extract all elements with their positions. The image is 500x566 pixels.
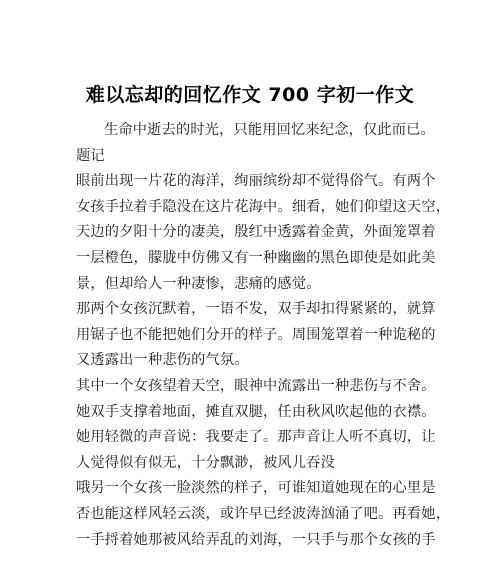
paragraph-line: 又透露出一种悲伤的气氛。 [76, 352, 249, 369]
paragraph-line: 其中一个女孩望着天空，眼神中流露出一种悲伤与不舍。 [76, 377, 436, 394]
paragraph-line: 天边的夕阳十分的凄美，殷红中透露着金黄，外面笼罩着 [76, 224, 436, 241]
paragraph-line: 用锯子也不能把她们分开的样子。周围笼罩着一种诡秘的 [76, 326, 436, 343]
paragraph-line: 人觉得似有似无，十分飘渺，被风儿吞没 [76, 454, 335, 471]
paragraph-line: 她双手支撑着地面，摊直双腿，任由秋风吹起他的衣襟。 [76, 403, 436, 420]
paragraph-line: 一层橙色，朦胧中仿佛又有一种幽幽的黑色即使是如此美 [76, 249, 436, 266]
paragraph-line: 否也能这样风轻云淡，或许早已经波涛汹涌了吧。再看她， [76, 505, 451, 522]
paragraph-line: 题记 [76, 147, 105, 164]
paragraph-line: 女孩手拉着手隐没在这片花海中。细看，她们仰望这天空， [76, 198, 451, 215]
paragraph-line: 生命中逝去的时光，只能用回忆来纪念，仅此而已。 [104, 122, 435, 138]
paragraph-line: 一手捋着她那被风给弄乱的刘海，一只手与那个女孩的手 [76, 531, 436, 548]
paragraph-line: 眼前出现一片花的海洋，绚丽缤纷却不觉得俗气。有两个 [76, 173, 436, 190]
paragraph-line: 那两个女孩沉默着，一语不发，双手却扣得紧紧的，就算 [76, 301, 436, 318]
paragraph-line: 景，但却给人一种凄惨，悲痛的感觉。 [76, 275, 321, 292]
document-title: 难以忘却的回忆作文 700 字初一作文 [85, 84, 415, 106]
document-body [76, 118, 451, 553]
paragraph-line: 哦另一个女孩一脸淡然的样子，可谁知道她现在的心里是 [76, 480, 436, 497]
paragraph-line: 她用轻微的声音说：我要走了。那声音让人听不真切，让 [76, 429, 436, 446]
